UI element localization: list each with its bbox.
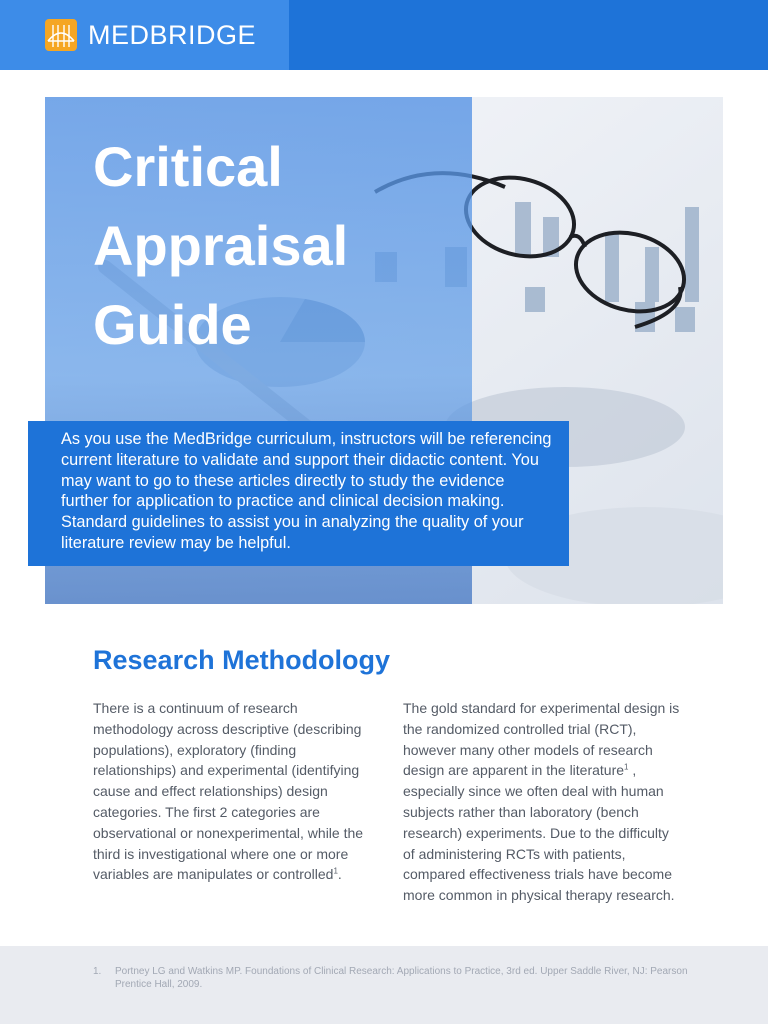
header-bar: [0, 0, 768, 70]
footnote-number: 1.: [93, 966, 102, 977]
right-column-continuation: , especially since we often deal with human subjects rather than laboratory (bench research) experiments. Due to the difficulty of administering RCTs with patients, compared effectiveness trials have become more common in physical therapy research.: [403, 762, 675, 904]
title-line: Appraisal: [93, 214, 349, 277]
right-column-text: [403, 698, 683, 906]
brand-box: [0, 0, 289, 70]
page-title: [93, 127, 433, 364]
left-column-tail: .: [337, 866, 342, 883]
left-column-text: [93, 698, 369, 885]
footnote-ref: 1: [624, 762, 629, 772]
left-column-body: There is a continuum of research methodology across descriptive (describing populations), exploratory (finding relationships) and experimental (identifying cause and effect relationships) design categories. The first 2 categories are observational or nonexperimental, while the third is investigational where one or more variables are manipulates or controlled: [93, 700, 364, 883]
footnote-ref: 1: [333, 866, 338, 876]
intro-callout: [28, 421, 569, 566]
title-line: Critical: [93, 135, 283, 198]
right-column-body: The gold standard for experimental design is the randomized controlled trial (RCT), however many other models of research design are apparent in the literature: [403, 700, 680, 779]
footnote-area: [0, 946, 768, 1024]
intro-text: As you use the MedBridge curriculum, instructors will be referencing current literature to validate and support their didactic content. You may want to go to these articles directly to study the evidence further for application to practice and clinical decision making. Standard guidelines to assist you in analyzing the quality of your literature review may be helpful.: [61, 430, 552, 552]
medbridge-bridge-logo-icon: [45, 19, 77, 51]
brand-name: MEDBRIDGE: [88, 20, 257, 50]
section-heading: Research Methodology: [93, 645, 391, 675]
title-line: Guide: [93, 293, 252, 356]
footnote-text: Portney LG and Watkins MP. Foundations of Clinical Research: Applications to Practice, 3rd ed. Upper Saddle River, NJ: Pearson Prentice Hall, 2009.: [115, 966, 688, 990]
